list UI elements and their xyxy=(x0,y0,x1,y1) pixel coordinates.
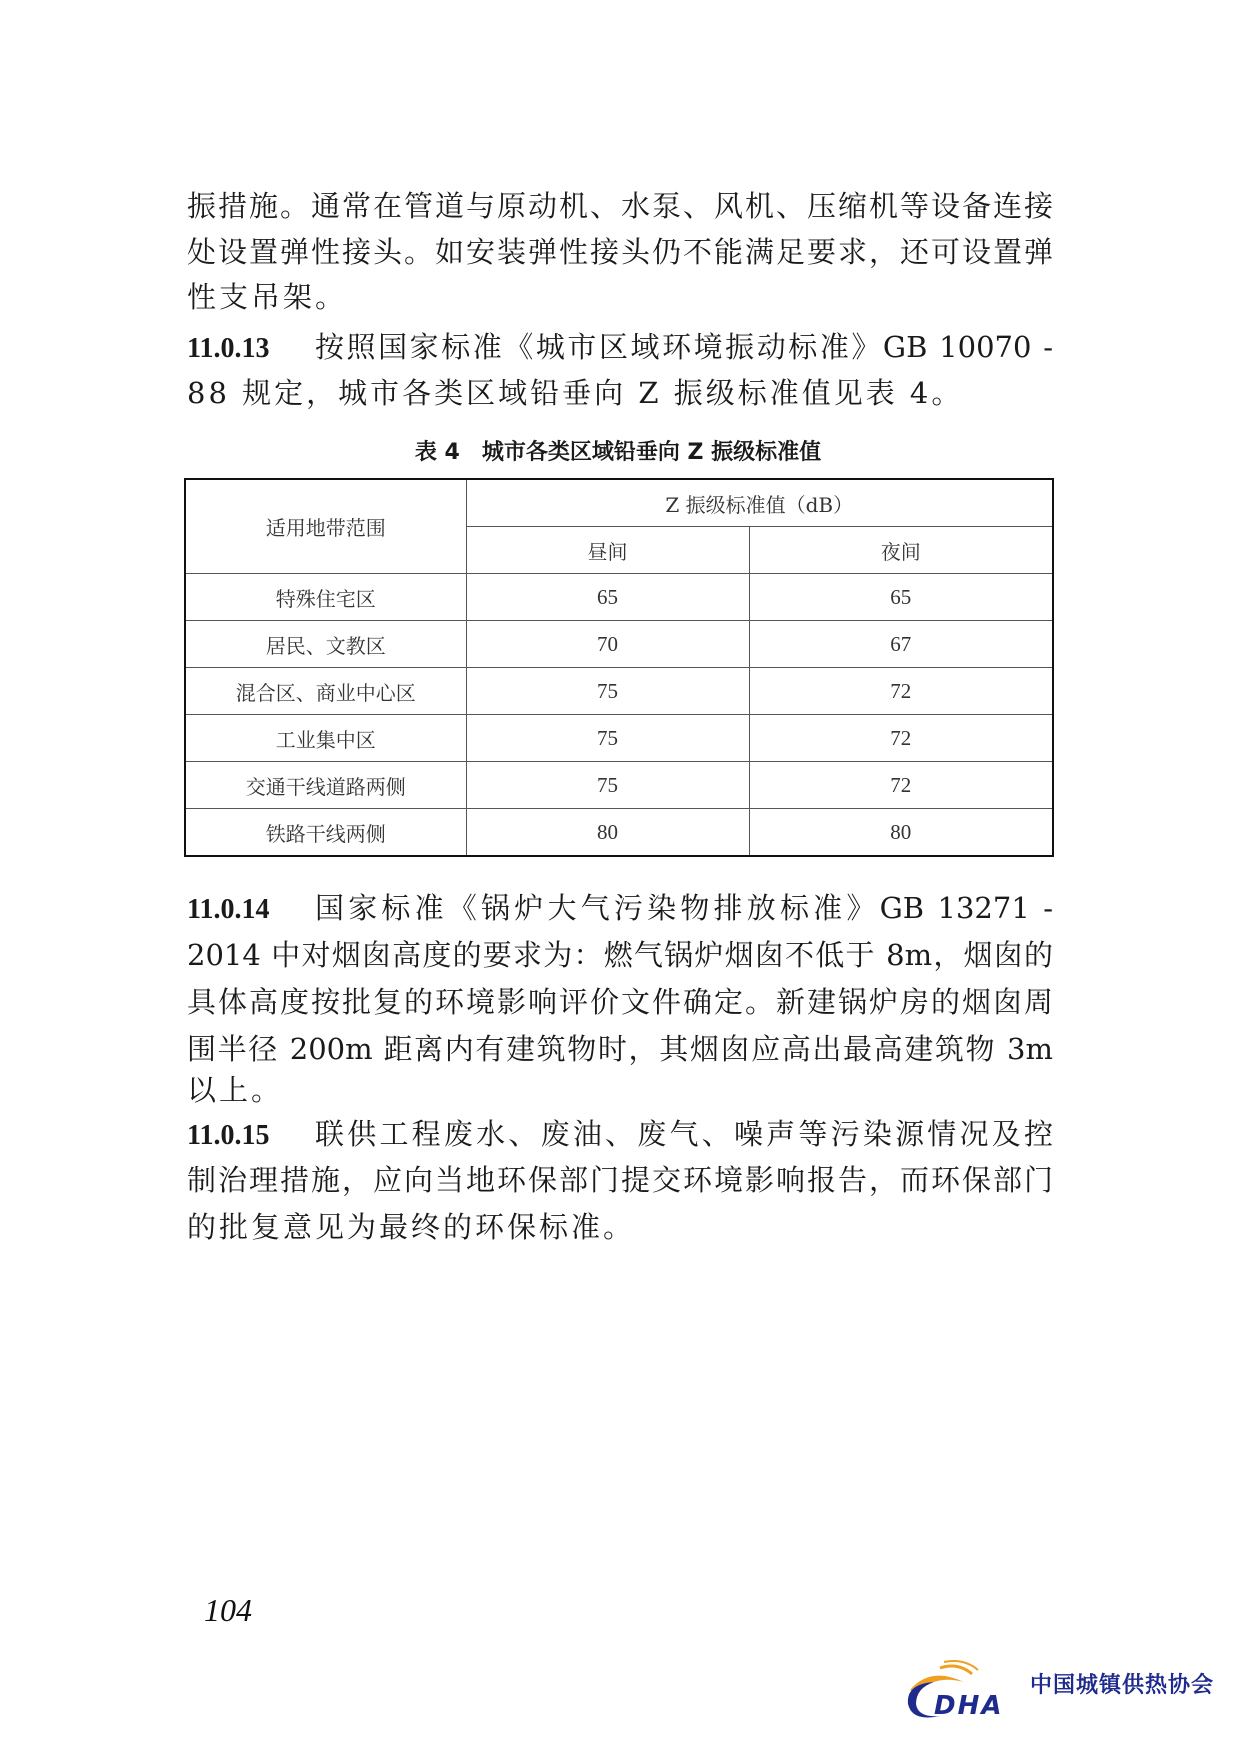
cell-area: 交通干线道路两侧 xyxy=(185,762,466,809)
section-number: 11.0.13 xyxy=(187,333,270,364)
header-area-range: 适用地带范围 xyxy=(185,479,466,574)
vibration-standard-table xyxy=(184,478,1054,857)
header-day: 昼间 xyxy=(466,527,749,574)
section-text: 按照国家标准《城市区域环境振动标准》GB 10070 - xyxy=(315,330,1053,364)
table-row xyxy=(185,715,1053,762)
page-number: 104 xyxy=(204,1592,252,1628)
cell-day: 75 xyxy=(466,668,749,715)
section-number: 11.0.14 xyxy=(187,894,270,925)
text-line: 以上。 xyxy=(187,1073,284,1107)
section-text: 联供工程废水、废油、废气、噪声等污染源情况及控 xyxy=(315,1117,1053,1151)
cell-night: 72 xyxy=(749,762,1053,809)
header-z-level: Z 振级标准值（dB） xyxy=(466,479,1053,527)
section-text: 国家标准《锅炉大气污染物排放标准》GB 13271 - xyxy=(315,891,1053,925)
text-line: 处设置弹性接头。如安装弹性接头仍不能满足要求，还可设置弹 xyxy=(187,235,1053,269)
cell-night: 72 xyxy=(749,715,1053,762)
cell-night: 72 xyxy=(749,668,1053,715)
header-night: 夜间 xyxy=(749,527,1053,574)
table-caption xyxy=(184,436,1052,470)
cell-area: 工业集中区 xyxy=(185,715,466,762)
cell-area: 混合区、商业中心区 xyxy=(185,668,466,715)
text-line: 的批复意见为最终的环保标准。 xyxy=(187,1210,636,1244)
cell-night: 80 xyxy=(749,809,1053,857)
text-line xyxy=(187,1114,1053,1154)
cell-area: 铁路干线两侧 xyxy=(185,809,466,857)
text-line: 围半径 200m 距离内有建筑物时，其烟囱应高出最高建筑物 3m xyxy=(187,1032,1053,1066)
cell-day: 70 xyxy=(466,621,749,668)
text-line: 性支吊架。 xyxy=(187,280,348,314)
table-row xyxy=(185,621,1053,668)
table-caption-number: 表 4 xyxy=(414,440,460,465)
cell-night: 65 xyxy=(749,574,1053,621)
table-caption-title: 城市各类区域铅垂向 Z 振级标准值 xyxy=(481,440,822,465)
table-row xyxy=(185,574,1053,621)
text-line: 2014 中对烟囱高度的要求为：燃气锅炉烟囱不低于 8m，烟囱的 xyxy=(187,938,1053,972)
cell-area: 特殊住宅区 xyxy=(185,574,466,621)
text-line: 88 规定，城市各类区域铅垂向 Z 振级标准值见表 4。 xyxy=(187,376,964,410)
cell-day: 75 xyxy=(466,715,749,762)
table-row xyxy=(185,762,1053,809)
text-line: 振措施。通常在管道与原动机、水泵、风机、压缩机等设备连接 xyxy=(187,189,1053,223)
cell-day: 65 xyxy=(466,574,749,621)
text-line xyxy=(187,888,1053,928)
svg-text:DHA: DHA xyxy=(934,1691,1004,1721)
cell-area: 居民、文教区 xyxy=(185,621,466,668)
cell-day: 80 xyxy=(466,809,749,857)
text-line: 制治理措施，应向当地环保部门提交环境影响报告，而环保部门 xyxy=(187,1163,1053,1197)
cell-night: 67 xyxy=(749,621,1053,668)
text-line xyxy=(187,327,1053,367)
text-line: 具体高度按批复的环境影响评价文件确定。新建锅炉房的烟囱周 xyxy=(187,985,1053,1019)
table-row xyxy=(185,809,1053,857)
table-row xyxy=(185,668,1053,715)
logo-org-name: 中国城镇供热协会 xyxy=(1030,1673,1215,1698)
section-number: 11.0.15 xyxy=(187,1120,270,1151)
cell-day: 75 xyxy=(466,762,749,809)
